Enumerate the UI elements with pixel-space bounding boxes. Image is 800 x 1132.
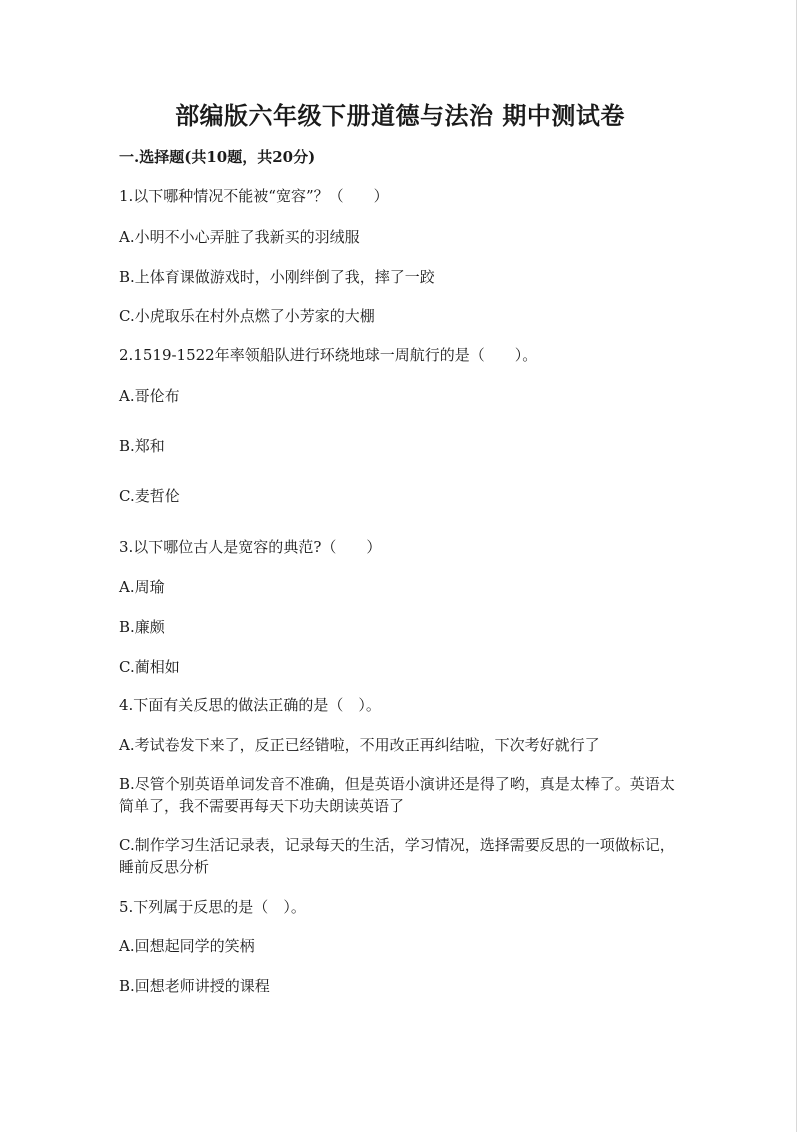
question-4-option-b: B.尽管个别英语单词发音不准确，但是英语小演讲还是得了哟，真是太棒了。英语太简单了，我不需要再每天下功夫朗读英语了: [119, 775, 675, 815]
question-3-option-b: B.廉颇: [119, 618, 165, 636]
question-3-option-a: A.周瑜: [119, 578, 165, 596]
question-2-option-a: A.哥伦布: [119, 387, 180, 405]
question-2-option-b: B.郑和: [119, 437, 165, 455]
page-title: 部编版六年级下册道德与法治 期中测试卷: [175, 101, 625, 130]
section-heading: 一.选择题(共10题，共20分): [119, 148, 316, 166]
question-4-option-a: A.考试卷发下来了，反正已经错啦，不用改正再纠结啦，下次考好就行了: [119, 736, 600, 754]
question-4-stem: 4.下面有关反思的做法正确的是（ ）。: [119, 696, 381, 714]
question-1-stem: 1.以下哪种情况不能被“宽容”？（ ）: [119, 187, 389, 205]
question-1-option-c: C.小虎取乐在村外点燃了小芳家的大棚: [119, 307, 375, 325]
question-3-stem: 3.以下哪位古人是宽容的典范?（ ）: [119, 538, 382, 556]
question-5-option-a: A.回想起同学的笑柄: [119, 937, 255, 955]
page-edge: [796, 0, 797, 1132]
question-4-option-c: C.制作学习生活记录表，记录每天的生活，学习情况，选择需要反思的一项做标记，睡前反思分析: [119, 836, 675, 876]
question-2-stem: 2.1519-1522年率领船队进行环绕地球一周航行的是（ ）。: [119, 346, 538, 364]
question-1-option-a: A.小明不小心弄脏了我新买的羽绒服: [119, 228, 360, 246]
question-2-option-c: C.麦哲伦: [119, 487, 180, 505]
question-1-option-b: B.上体育课做游戏时，小刚绊倒了我，摔了一跤: [119, 268, 435, 286]
question-3-option-c: C.蔺相如: [119, 658, 180, 676]
question-5-stem: 5.下列属于反思的是（ ）。: [119, 898, 306, 916]
question-5-option-b: B.回想老师讲授的课程: [119, 977, 270, 995]
